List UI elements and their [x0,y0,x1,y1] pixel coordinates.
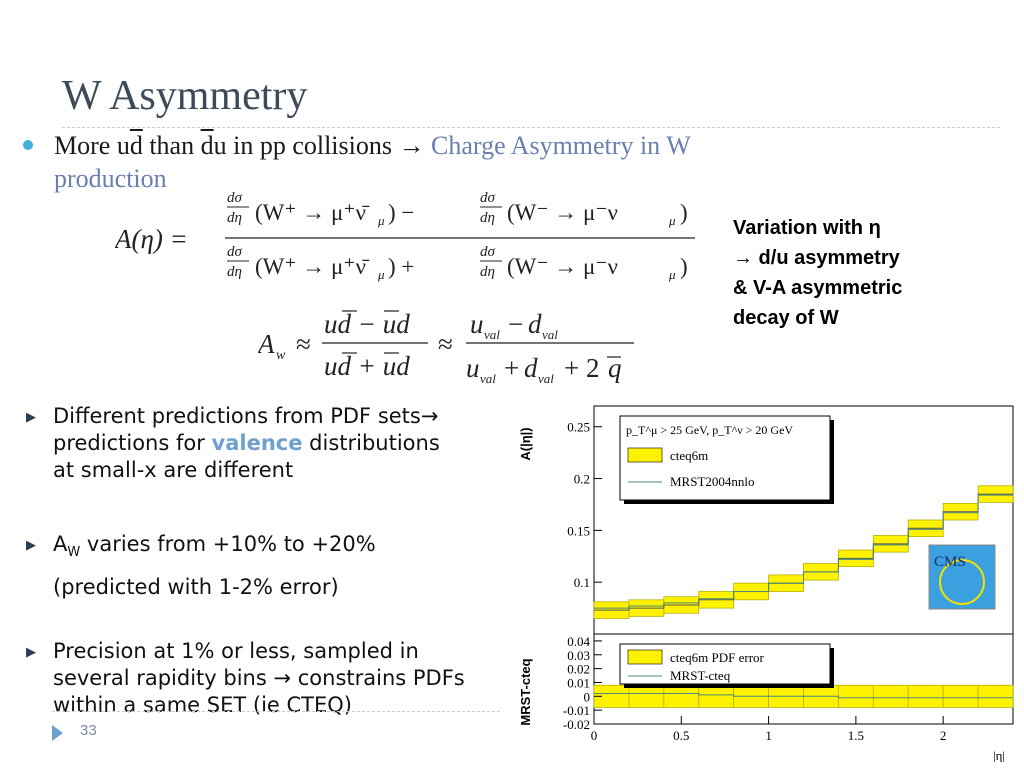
svg-text:dσ: dσ [480,190,495,206]
intro-accent-line2: production [54,164,167,193]
svg-text:dη: dη [480,264,495,280]
bullet-2-text: varies from +10% to +20% [80,532,376,556]
bullet-3-line2: several rapidity bins → constrains PDFs [53,666,465,690]
formula-num-w-minus: (W⁻ → μ⁻ν [507,200,618,225]
svg-text:val: val [542,327,558,342]
side-note [733,213,983,333]
svg-text:val: val [480,371,496,386]
svg-text:μ: μ [378,213,385,228]
side-note-line4: decay of W [733,307,839,329]
svg-text:) −: ) − [388,200,415,225]
svg-text:) +: ) + [388,254,415,279]
bullet-2-line2: (predicted with 1-2% error) [53,575,339,600]
x-tick-label: 0 [590,728,598,743]
aw-val-den: u [466,353,480,383]
svg-text:val: val [538,371,554,386]
aw-formula [258,305,648,390]
svg-text:≈: ≈ [438,329,453,359]
bullet-3-line3: within a same SET (ie CTEQ) [53,693,352,717]
formula-den-w-minus: (W⁻ → μ⁻ν [507,254,618,279]
formula-den-w-plus: (W⁺ → μ⁺ν̄ [255,254,366,279]
intro-than: than [142,131,201,160]
bullet-2 [53,531,513,601]
bullet-arrow-icon: ▶ [26,537,36,552]
asymmetry-chart [516,402,1016,762]
band-bin-1-3 [699,685,734,707]
y-axis-label-0: A(|η|) [518,427,533,461]
nav-triangle-icon [52,725,63,741]
bullet-1-line3: at small-x are different [53,458,294,482]
cms-logo-text: CMS [934,554,966,570]
legend-entry-0-1: MRST2004nnlo [670,474,755,489]
x-tick-label: 2 [939,728,947,743]
svg-text:dη: dη [227,264,242,280]
bullet-1 [53,403,513,484]
slide-title: W Asymmetry [62,73,308,119]
legend-entry-1-0: cteq6m PDF error [670,650,764,665]
valence-highlight: valence [211,431,303,455]
y-tick-label-1: 0.02 [567,661,590,677]
y-axis-label-1: MRST-cteq [518,658,533,726]
band-bin-1-8 [873,685,908,707]
band-bin-1-10 [943,685,978,707]
svg-text:val: val [484,327,500,342]
formula-num-deta: dη [227,210,242,226]
asymmetry-formula [115,190,715,295]
side-note-line3: & V-A asymmetric [733,277,903,299]
y-tick-label-1: 0.01 [567,675,590,691]
intro-dbar-2: $\overline{d}$ [200,131,214,160]
svg-text:μ: μ [378,267,385,282]
svg-text:μ: μ [669,267,676,282]
aw-val-num: u [470,309,484,339]
x-tick-label: 1.5 [847,728,864,743]
slide-number: 33 [80,722,97,739]
bullet-arrow-icon: ▶ [26,644,36,659]
x-tick-label: 1 [765,728,772,743]
x-tick-label: 0.5 [673,728,690,743]
formula-num-w-plus: (W⁺ → μ⁺ν̄ [255,200,366,225]
intro-accent: Charge Asymmetry in W [431,131,691,160]
bullet-1-line2 [53,430,513,457]
footer-divider [52,711,500,712]
y-tick-label-0: 0.15 [567,523,590,539]
formula-lhs: A(η) = [115,224,188,254]
bullet-arrow-icon: ▶ [26,409,36,424]
legend-swatch-band-0 [628,448,662,462]
bullet-2-line1 [53,531,513,566]
band-bin-1-1 [629,685,664,707]
aw-a: A [53,532,68,556]
formula-num-dsigma: dσ [227,190,242,206]
band-bin-1-9 [908,685,943,707]
legend-swatch-band-1 [628,650,662,664]
y-tick-label-1: 0.03 [567,647,590,663]
y-tick-label-1: 0 [583,689,590,705]
legend-entry-0-0: cteq6m [670,448,709,463]
svg-text:dσ: dσ [227,244,242,260]
svg-text:−: − [508,309,524,339]
y-tick-label-1: -0.02 [562,717,590,732]
aw-num: ud − ud [324,309,410,339]
legend-header: p_T^μ > 25 GeV, p_T^ν > 20 GeV [626,423,794,437]
title-divider [62,127,1000,128]
y-tick-label-0: 0.1 [573,575,590,591]
bullet-1-line1: Different predictions from PDF sets→ [53,404,439,428]
side-note-line2: → d/u asymmetry [733,247,900,269]
intro-line [54,131,691,161]
y-tick-label-1: 0.04 [567,633,590,649]
svg-text:): ) [680,200,688,225]
side-note-line1: Variation with η [733,217,881,239]
intro-text-a: More u [54,131,130,160]
bullet-3-line1: Precision at 1% or less, sampled in [53,639,419,663]
aw-den: ud + ud [324,351,410,381]
intro-dbar: $\overline{d}$ [129,131,143,160]
svg-text:μ: μ [669,213,676,228]
svg-text:+ 2: + 2 [564,353,600,383]
svg-text:d: d [528,309,542,339]
y-tick-label-0: 0.2 [573,471,590,487]
y-tick-label-0: 0.25 [567,419,590,435]
svg-text:): ) [680,254,688,279]
bullet-3 [53,638,523,719]
band-bin-1-11 [978,685,1013,707]
legend-entry-1-1: MRST-cteq [670,668,731,683]
bullet-dot-icon [23,140,33,150]
aw-lhs: A [258,329,275,359]
x-axis-label: |η| [992,748,1006,762]
band-bin-1-7 [838,685,873,707]
aw-sub: W [67,545,81,561]
bullet-1-text-2: distributions [302,431,440,455]
svg-text:dσ: dσ [480,244,495,260]
y-tick-label-1: -0.01 [562,703,590,719]
svg-text:dη: dη [480,210,495,226]
band-bin-1-2 [664,685,699,707]
svg-text:+: + [504,353,520,383]
svg-text:q: q [608,353,622,383]
arrow-icon: → [398,131,425,160]
svg-text:d: d [524,353,538,383]
intro-text-b: u in pp collisions [213,131,399,160]
bullet-1-text: predictions for [53,431,212,455]
svg-text:w: w [276,348,286,363]
svg-text:≈: ≈ [296,329,311,359]
